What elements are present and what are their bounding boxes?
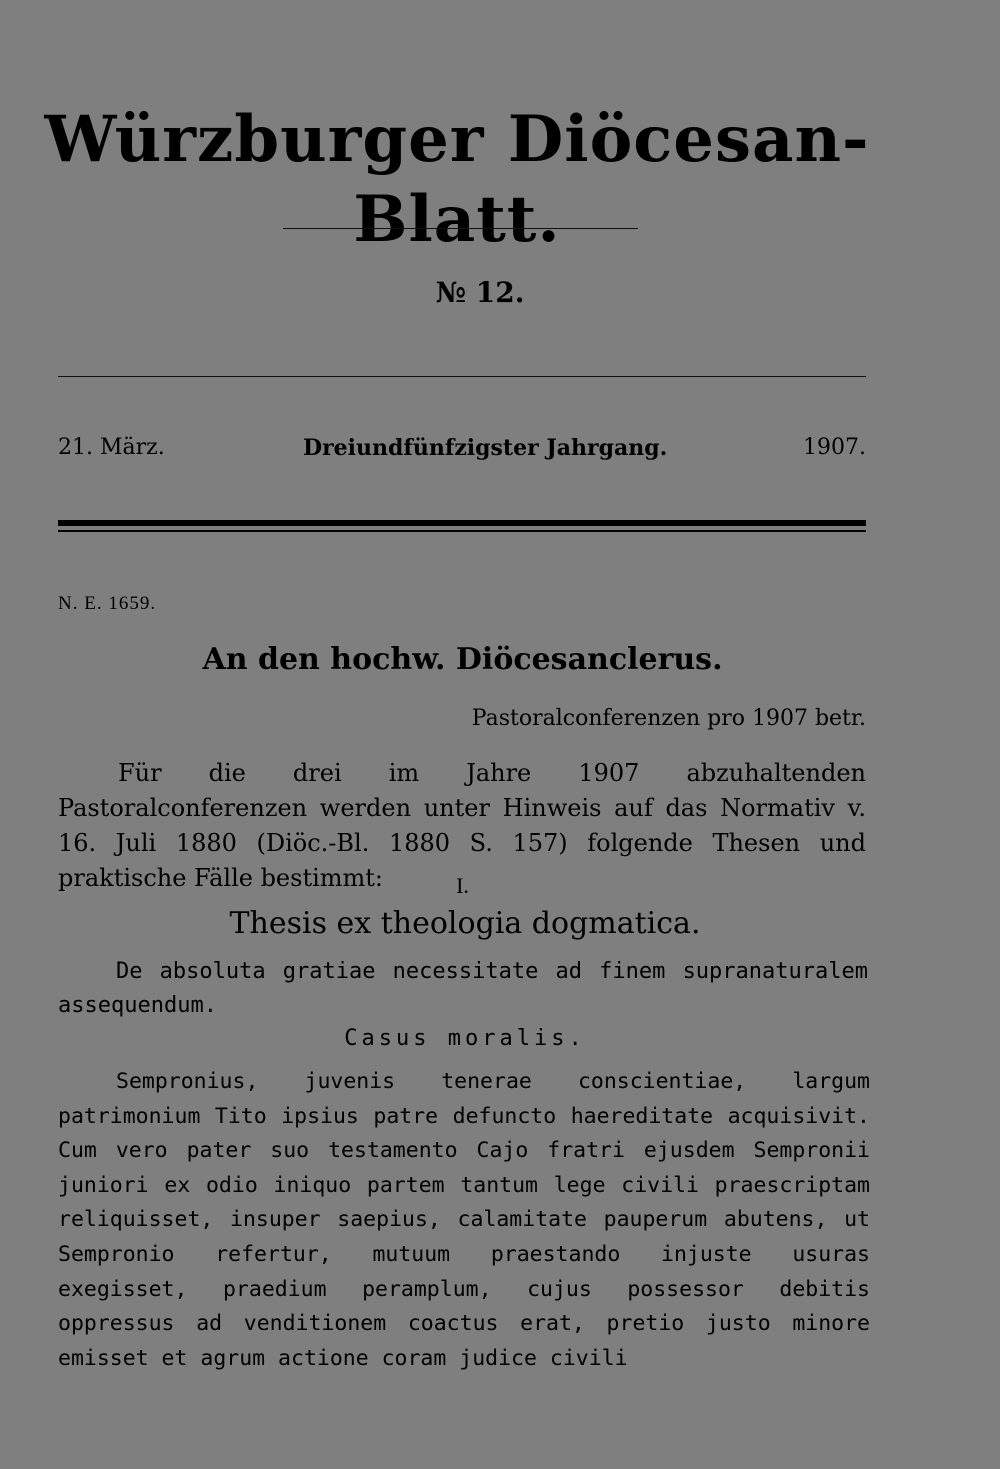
double-divider-thin (58, 530, 866, 532)
volume-label: Dreiundfünfzigster Jahrgang. (303, 435, 668, 461)
thesis-paragraph: De absoluta gratiae necessitate ad finem supranaturalem assequendum. (58, 959, 868, 1018)
short-divider (283, 228, 638, 229)
issue-year: 1907. (803, 435, 866, 460)
section-numeral: I. (456, 873, 469, 898)
issue-number: № 12. (435, 276, 525, 309)
issue-date: 21. März. (58, 435, 165, 460)
thesis-heading: Thesis ex theologia dogmatica. (229, 906, 701, 941)
article-address: An den hochw. Diöcesanclerus. (202, 642, 723, 677)
double-divider (58, 520, 866, 532)
reference-number: N. E. 1659. (58, 593, 157, 614)
article-subject: Pastoralconferenzen pro 1907 betr. (471, 706, 866, 731)
casus-heading: Casus moralis. (344, 1026, 586, 1051)
masthead-title: Würzburger Diöcesan-Blatt. (44, 102, 870, 257)
casus-paragraph: Sempronius, juvenis tenerae conscientiae, largum patrimonium Tito ipsius patre defuncto haereditate acquisivit. Cum vero pater suo testamento Cajo fratri ejusdem Sempronii juniori ex odio iniquo partem tantum lege civili praescriptam reliquisset, insuper saepius, calamitate pauperum abutens, ut Sempronio refertur, mutuum praestando injuste usuras exegisset, praedium peramplum, cujus possessor debitis oppressus ad venditionem coactus erat, pretio justo minore emisset et agrum actione coram judice civili (58, 1069, 870, 1371)
dateline (58, 435, 866, 467)
double-divider-thick (58, 520, 866, 526)
intro-paragraph: Für die drei im Jahre 1907 abzuhaltenden Pastoralconferenzen werden unter Hinweis auf das Normativ v. 16. Juli 1880 (Diöc.-Bl. 1880 S. 157) folgende Thesen und praktische Fälle bestimmt: (58, 759, 866, 892)
long-divider (58, 376, 866, 377)
